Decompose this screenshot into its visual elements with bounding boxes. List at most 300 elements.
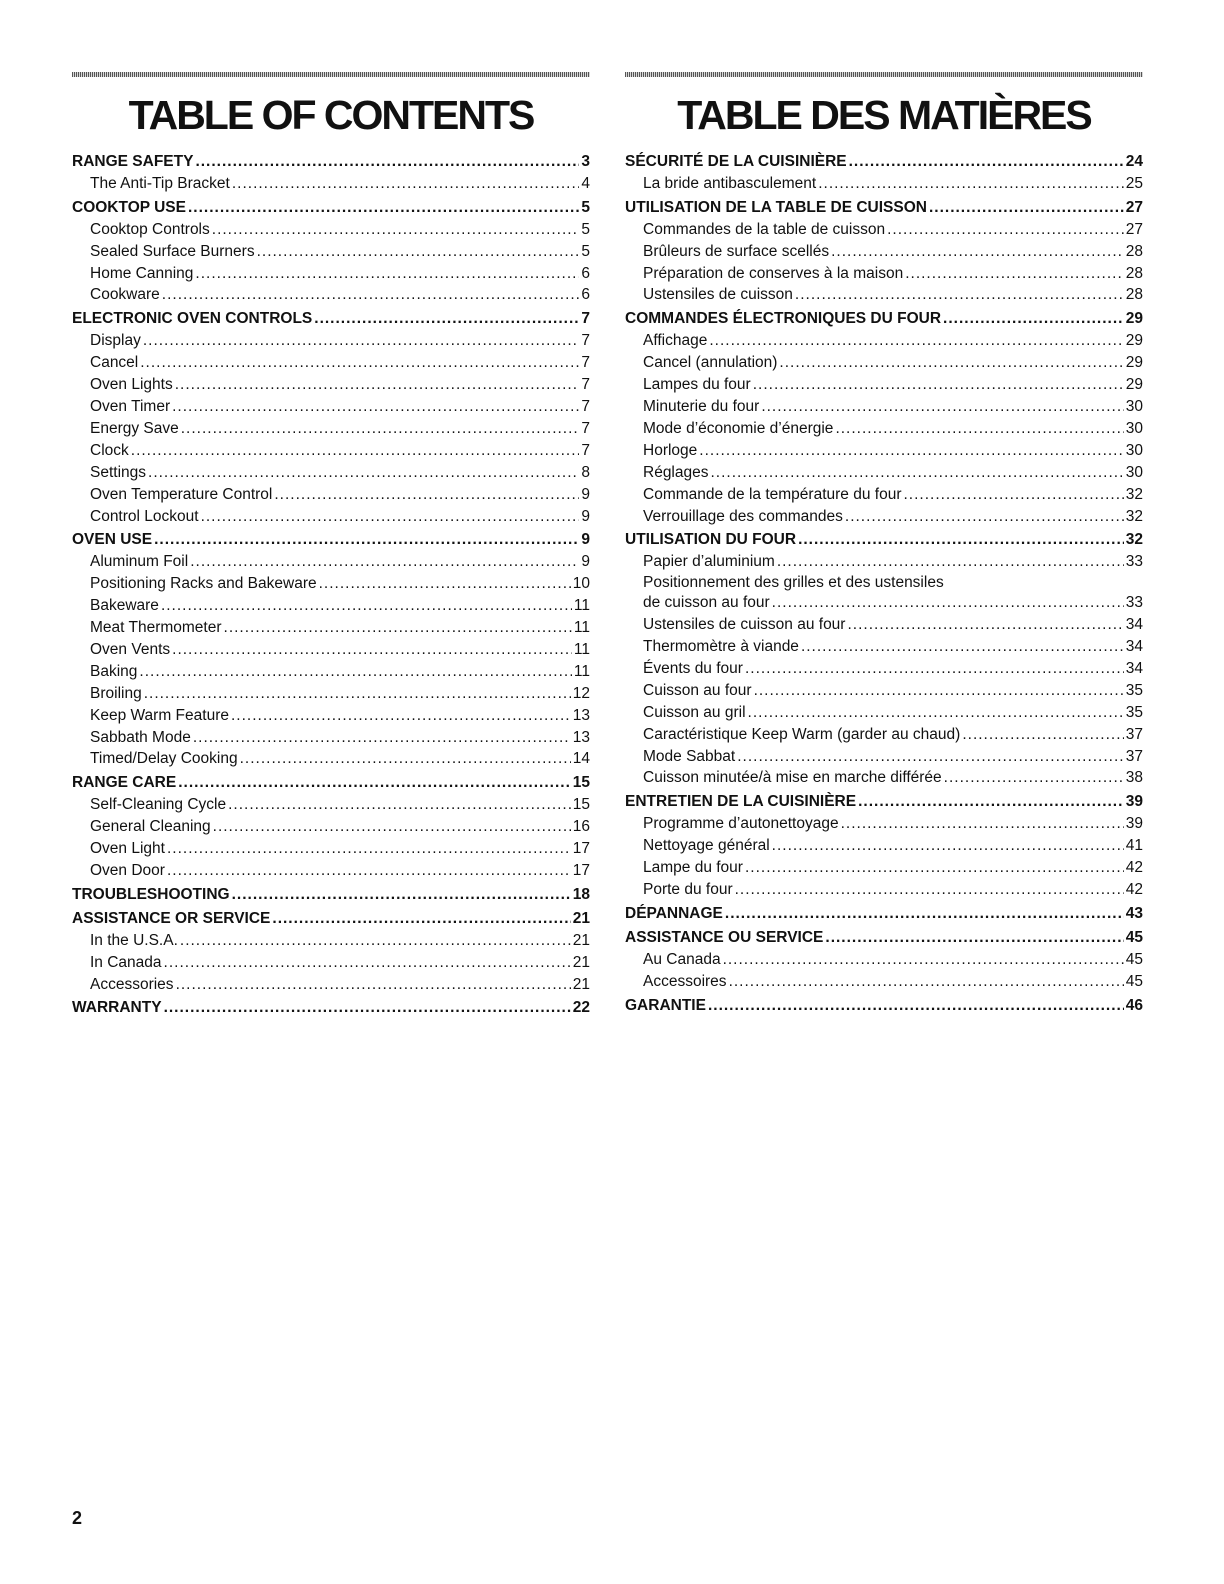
toc-entry-label: Porte du four <box>643 881 733 898</box>
toc-entry-page: 7 <box>581 419 590 437</box>
toc-subsection-entry <box>72 794 590 816</box>
dot-leader <box>845 506 1124 528</box>
toc-entry-page: 32 <box>1125 531 1143 549</box>
toc-entry-page: 5 <box>581 242 590 260</box>
toc-entry-page: 9 <box>581 485 590 503</box>
toc-entry-page: 7 <box>581 397 590 415</box>
dot-leader <box>801 636 1124 658</box>
dot-leader <box>272 908 570 930</box>
dot-leader <box>795 284 1124 306</box>
toc-entry-label: Control Lockout <box>90 507 199 525</box>
toc-entry-page: 43 <box>1125 904 1143 922</box>
toc-subsection-entry <box>625 636 1143 658</box>
dot-leader <box>777 551 1124 573</box>
english-toc-column <box>72 72 590 1019</box>
toc-entry-page: 30 <box>1125 463 1143 481</box>
toc-subsection-entry <box>72 639 590 661</box>
dot-leader <box>162 284 580 306</box>
toc-subsection-entry <box>625 374 1143 396</box>
toc-entry-label: The Anti-Tip Bracket <box>90 174 230 192</box>
dot-leader <box>181 418 580 440</box>
dot-leader <box>754 680 1124 702</box>
toc-entry-label: Accessories <box>90 975 174 993</box>
toc-entry-page: 21 <box>572 931 590 949</box>
toc-entry-label: Settings <box>90 463 147 481</box>
toc-subsection-entry <box>625 506 1143 528</box>
dot-leader <box>167 838 571 860</box>
toc-entry-label: GARANTIE <box>625 996 706 1014</box>
toc-subsection-entry <box>72 661 590 683</box>
toc-subsection-entry <box>72 263 590 285</box>
toc-entry-page: 7 <box>581 332 590 350</box>
toc-entry-label: OVEN USE <box>72 531 153 549</box>
toc-entry-page: 45 <box>1125 928 1143 946</box>
dot-leader <box>745 857 1124 879</box>
toc-subsection-entry <box>72 484 590 506</box>
dot-leader <box>232 173 580 195</box>
toc-entry-label: Bakeware <box>90 597 159 615</box>
toc-entry-label: Lampe du four <box>643 859 743 877</box>
toc-entry-page: 42 <box>1125 881 1143 898</box>
toc-section-entry <box>72 197 590 219</box>
toc-title-french: TABLE DES MATIÈRES <box>677 92 1091 138</box>
toc-entry-label: Préparation de conserves à la maison <box>643 264 904 282</box>
dot-leader <box>148 462 579 484</box>
toc-section-entry <box>625 308 1143 330</box>
toc-subsection-entry <box>72 352 590 374</box>
toc-entry-page: 11 <box>573 597 590 615</box>
toc-entry-label: Home Canning <box>90 264 194 282</box>
top-rule <box>72 72 590 77</box>
toc-entry-label: Cuisson au four <box>643 681 752 699</box>
toc-subsection-entry <box>625 462 1143 484</box>
toc-entry-label: Broiling <box>90 684 142 702</box>
dot-leader <box>212 219 580 241</box>
toc-subsection-entry <box>625 971 1143 993</box>
toc-section-entry <box>625 529 1143 551</box>
dot-leader <box>849 151 1124 173</box>
toc-entry-label: RANGE SAFETY <box>72 153 194 170</box>
toc-subsection-entry <box>72 727 590 749</box>
toc-entry-page: 24 <box>1125 153 1143 170</box>
dot-leader <box>699 440 1123 462</box>
dot-leader <box>772 835 1124 857</box>
toc-subsection-entry <box>72 396 590 418</box>
toc-list-french <box>625 151 1143 1016</box>
toc-entry-page: 7 <box>581 310 590 328</box>
toc-entry-label: Cuisson au gril <box>643 703 746 721</box>
toc-entry-label: Évents du four <box>643 659 743 677</box>
toc-entry-page: 45 <box>1125 972 1143 990</box>
toc-subsection-entry <box>72 705 590 727</box>
dot-leader <box>818 173 1124 195</box>
toc-section-entry <box>625 995 1143 1017</box>
toc-subsection-entry <box>72 952 590 974</box>
toc-entry-page: 13 <box>572 728 590 746</box>
dot-leader <box>858 791 1124 813</box>
toc-subsection-entry <box>625 767 1143 789</box>
toc-entry-label: Cancel <box>90 354 139 372</box>
toc-entry-label: Papier d’aluminium <box>643 553 775 571</box>
dot-leader <box>131 440 580 462</box>
toc-subsection-entry <box>625 879 1143 901</box>
dot-leader <box>188 197 579 219</box>
dot-leader <box>748 702 1124 724</box>
toc-entry-page: 12 <box>572 684 590 702</box>
toc-entry-label: Horloge <box>643 441 698 459</box>
toc-entry-label: Positioning Racks and Bakeware <box>90 575 317 593</box>
toc-entry-page: 38 <box>1125 769 1143 787</box>
toc-entry-label: Oven Timer <box>90 397 171 415</box>
toc-entry-label: Meat Thermometer <box>90 619 222 637</box>
toc-subsection-entry <box>72 418 590 440</box>
toc-entry-page: 45 <box>1125 950 1143 968</box>
dot-leader <box>725 903 1124 925</box>
dot-leader <box>176 974 571 996</box>
toc-entry-label: Oven Door <box>90 862 165 879</box>
toc-entry-label: Ustensiles de cuisson au four <box>643 616 846 634</box>
toc-entry-page: 11 <box>573 619 590 637</box>
dot-leader <box>178 772 571 794</box>
dot-leader <box>929 197 1124 219</box>
toc-entry-label: Self-Cleaning Cycle <box>90 796 227 814</box>
toc-entry-label: DÉPANNAGE <box>625 904 723 922</box>
toc-section-entry <box>625 197 1143 219</box>
toc-entry-label: Baking <box>90 662 138 680</box>
toc-entry-page: 27 <box>1125 220 1143 238</box>
toc-entry-page: 35 <box>1125 681 1143 699</box>
toc-entry-label: Display <box>90 332 141 350</box>
toc-entry-label: Oven Light <box>90 840 165 858</box>
toc-entry-label: Programme d’autonettoyage <box>643 815 839 833</box>
toc-entry-label: Lampes du four <box>643 376 751 394</box>
toc-subsection-entry <box>72 748 590 770</box>
dot-leader <box>167 860 571 882</box>
dot-leader <box>943 308 1124 330</box>
toc-entry-page: 29 <box>1125 310 1143 328</box>
toc-entry-page: 46 <box>1125 996 1143 1014</box>
toc-entry-label: Réglages <box>643 463 709 481</box>
toc-subsection-entry <box>625 835 1143 857</box>
toc-subsection-entry <box>72 573 590 595</box>
dot-leader <box>232 884 571 906</box>
dot-leader <box>213 816 571 838</box>
toc-entry-page: 39 <box>1125 793 1143 811</box>
dot-leader <box>835 418 1123 440</box>
toc-entry-label: General Cleaning <box>90 818 211 836</box>
toc-entry-page: 34 <box>1125 638 1143 656</box>
toc-subsection-entry <box>625 418 1143 440</box>
toc-entry-page: 9 <box>581 507 590 525</box>
dot-leader <box>154 529 579 551</box>
toc-subsection-entry <box>625 949 1143 971</box>
toc-subsection-entry <box>625 440 1143 462</box>
dot-leader <box>841 813 1124 835</box>
toc-entry-page: 37 <box>1125 725 1143 743</box>
toc-entry-label: Ustensiles de cuisson <box>643 286 793 304</box>
toc-section-entry <box>72 884 590 906</box>
dot-leader <box>962 724 1123 746</box>
toc-entry-label: Au Canada <box>643 950 721 968</box>
toc-section-entry <box>72 308 590 330</box>
toc-subsection-entry <box>72 816 590 838</box>
toc-entry-label: Energy Save <box>90 419 179 437</box>
toc-entry-page: 28 <box>1125 242 1143 260</box>
toc-entry-page: 29 <box>1125 354 1143 372</box>
dot-leader <box>190 551 579 573</box>
toc-entry-label: UTILISATION DU FOUR <box>625 531 797 549</box>
dot-leader <box>887 219 1124 241</box>
toc-entry-page: 13 <box>572 706 590 724</box>
toc-entry-label: ENTRETIEN DE LA CUISINIÈRE <box>625 793 857 811</box>
toc-entry-label: Clock <box>90 441 129 459</box>
dot-leader <box>164 997 571 1019</box>
toc-entry-page: 9 <box>581 531 590 549</box>
dot-leader <box>172 639 572 661</box>
toc-subsection-entry <box>625 592 1143 614</box>
toc-subsection-entry <box>72 330 590 352</box>
toc-entry-page: 17 <box>572 862 590 879</box>
dot-leader <box>745 658 1124 680</box>
toc-subsection-entry <box>72 683 590 705</box>
toc-subsection-entry <box>625 263 1143 285</box>
toc-entry-page: 7 <box>581 441 590 459</box>
toc-entry-label: Oven Vents <box>90 640 171 658</box>
toc-entry-label: WARRANTY <box>72 999 162 1017</box>
toc-entry-label: ASSISTANCE OR SERVICE <box>72 909 271 927</box>
top-rule <box>625 72 1143 77</box>
toc-section-entry <box>72 908 590 930</box>
dot-leader <box>825 927 1123 949</box>
toc-entry-page: 33 <box>1125 594 1143 612</box>
dot-leader <box>905 263 1124 285</box>
toc-entry-label: Brûleurs de surface scellés <box>643 242 830 260</box>
toc-subsection-entry <box>625 680 1143 702</box>
toc-subsection-entry <box>625 702 1143 724</box>
toc-entry-page: 32 <box>1125 485 1143 503</box>
toc-subsection-entry <box>625 724 1143 746</box>
toc-entry-page: 17 <box>572 840 590 858</box>
page-number: 2 <box>72 1508 83 1528</box>
toc-subsection-entry <box>72 219 590 241</box>
toc-subsection-entry <box>625 219 1143 241</box>
dot-leader <box>201 506 580 528</box>
dot-leader <box>172 396 579 418</box>
dot-leader <box>257 241 580 263</box>
toc-entry-page: 42 <box>1125 859 1143 877</box>
toc-title-english: TABLE OF CONTENTS <box>128 92 534 138</box>
toc-entry-label: COMMANDES ÉLECTRONIQUES DU FOUR <box>625 310 942 328</box>
dot-leader <box>143 330 580 352</box>
dot-leader <box>139 661 572 683</box>
toc-entry-page: 29 <box>1125 332 1143 350</box>
toc-entry-page: 39 <box>1125 815 1143 833</box>
toc-section-entry <box>72 997 590 1019</box>
dot-leader <box>779 352 1123 374</box>
toc-entry-label: Cancel (annulation) <box>643 354 778 372</box>
toc-subsection-entry <box>625 857 1143 879</box>
toc-entry-label: La bride antibasculement <box>643 174 817 192</box>
toc-section-entry <box>625 151 1143 173</box>
dot-leader <box>140 352 579 374</box>
dot-leader <box>144 683 571 705</box>
toc-subsection-entry <box>625 813 1143 835</box>
toc-entry-label: ELECTRONIC OVEN CONTROLS <box>72 310 313 328</box>
dot-leader <box>164 952 571 974</box>
toc-entry-label-line: Positionnement des grilles et des ustensiles <box>643 574 944 592</box>
toc-subsection-entry <box>625 551 1143 573</box>
toc-entry-label: Affichage <box>643 332 708 350</box>
toc-subsection-entry <box>625 746 1143 768</box>
toc-entry-page: 41 <box>1125 837 1143 855</box>
dot-leader <box>735 879 1124 901</box>
toc-list-english <box>72 151 590 1019</box>
dot-leader <box>709 330 1123 352</box>
dot-leader <box>761 396 1123 418</box>
toc-section-entry <box>72 151 590 173</box>
toc-entry-page: 8 <box>581 463 590 481</box>
toc-subsection-entry <box>625 658 1143 680</box>
toc-entry-label: Commande de la température du four <box>643 485 902 503</box>
toc-entry-page: 18 <box>572 885 590 903</box>
toc-subsection-entry <box>72 838 590 860</box>
toc-entry-page: 5 <box>581 198 590 216</box>
dot-leader <box>772 592 1124 614</box>
toc-entry-label: TROUBLESHOOTING <box>72 885 230 903</box>
dot-leader <box>195 151 579 173</box>
toc-entry-label: RANGE CARE <box>72 774 177 792</box>
toc-entry-label: In Canada <box>90 953 162 971</box>
toc-entry-label: COOKTOP USE <box>72 198 186 216</box>
toc-entry-page: 30 <box>1125 441 1143 459</box>
toc-entry-page: 32 <box>1125 507 1143 525</box>
toc-section-entry <box>625 927 1143 949</box>
toc-entry-label: Oven Lights <box>90 376 173 394</box>
dot-leader <box>723 949 1124 971</box>
toc-entry-label: Verrouillage des commandes <box>643 507 843 525</box>
toc-entry-page: 15 <box>572 774 590 792</box>
toc-entry-page: 22 <box>572 999 590 1017</box>
toc-entry-label: Aluminum Foil <box>90 553 189 571</box>
toc-entry-page: 5 <box>581 220 590 238</box>
dot-leader <box>729 971 1124 993</box>
toc-entry-label: de cuisson au four <box>643 594 770 612</box>
toc-entry-page: 29 <box>1125 376 1143 394</box>
toc-subsection-entry <box>72 974 590 996</box>
toc-subsection-entry <box>72 551 590 573</box>
toc-subsection-entry <box>625 330 1143 352</box>
toc-entry-label: Cooktop Controls <box>90 220 210 238</box>
dot-leader <box>231 705 571 727</box>
toc-entry-label: Oven Temperature Control <box>90 485 273 503</box>
toc-entry-page: 11 <box>573 640 590 658</box>
toc-subsection-entry <box>625 396 1143 418</box>
toc-entry-label: Accessoires <box>643 972 727 990</box>
dot-leader <box>314 308 579 330</box>
toc-subsection-entry <box>72 241 590 263</box>
toc-entry-label: Mode d’économie d’énergie <box>643 419 834 437</box>
toc-entry-label: ASSISTANCE OU SERVICE <box>625 928 824 946</box>
dot-leader <box>711 462 1124 484</box>
french-toc-column <box>625 72 1143 1016</box>
toc-entry-label: UTILISATION DE LA TABLE DE CUISSON <box>625 198 927 216</box>
toc-subsection-entry <box>625 173 1143 195</box>
toc-subsection-entry <box>72 617 590 639</box>
toc-entry-page: 30 <box>1125 419 1143 437</box>
toc-subsection-entry <box>72 462 590 484</box>
toc-entry-page: 35 <box>1125 703 1143 721</box>
toc-entry-page: 28 <box>1125 286 1143 304</box>
dot-leader <box>195 263 579 285</box>
toc-subsection-entry <box>625 352 1143 374</box>
toc-entry-page: 30 <box>1125 397 1143 415</box>
toc-entry-label: Cookware <box>90 286 160 304</box>
dot-leader <box>798 529 1124 551</box>
dot-leader <box>161 595 572 617</box>
toc-entry-page: 16 <box>572 818 590 836</box>
toc-entry-page: 27 <box>1125 198 1143 216</box>
dot-leader <box>224 617 572 639</box>
toc-entry-page: 21 <box>572 953 590 971</box>
dot-leader <box>274 484 579 506</box>
dot-leader <box>903 484 1123 506</box>
dot-leader <box>737 746 1124 768</box>
toc-entry-page: 37 <box>1125 747 1143 765</box>
toc-section-entry <box>625 791 1143 813</box>
toc-section-entry <box>625 903 1143 925</box>
toc-entry-label: Thermomètre à viande <box>643 638 799 656</box>
toc-entry-page: 11 <box>573 662 590 680</box>
toc-subsection-entry <box>625 241 1143 263</box>
toc-entry-page: 34 <box>1125 616 1143 634</box>
toc-entry-page: 6 <box>581 286 590 304</box>
dot-leader <box>831 241 1124 263</box>
dot-leader <box>319 573 571 595</box>
toc-entry-label: Mode Sabbat <box>643 747 736 765</box>
toc-subsection-entry <box>72 860 590 882</box>
toc-entry-label: Minuterie du four <box>643 397 760 415</box>
toc-subsection-entry <box>72 595 590 617</box>
toc-entry-label: Nettoyage général <box>643 837 770 855</box>
dot-leader <box>944 767 1124 789</box>
toc-subsection-entry <box>72 173 590 195</box>
dot-leader <box>193 727 571 749</box>
toc-entry-page: 33 <box>1125 553 1143 571</box>
toc-entry-label: Timed/Delay Cooking <box>90 750 238 768</box>
toc-subsection-entry <box>625 614 1143 636</box>
toc-entry-label: Sabbath Mode <box>90 728 191 746</box>
dot-leader <box>753 374 1124 396</box>
toc-entry-label: Sealed Surface Burners <box>90 242 255 260</box>
dot-leader <box>708 995 1124 1017</box>
toc-entry-page: 3 <box>581 153 590 170</box>
dot-leader <box>847 614 1123 636</box>
toc-entry-label: Cuisson minutée/à mise en marche différée <box>643 769 942 787</box>
toc-entry-label: In the U.S.A. <box>90 931 178 949</box>
toc-entry-page: 21 <box>572 909 590 927</box>
toc-entry-page: 14 <box>572 750 590 768</box>
toc-subsection-entry <box>72 374 590 396</box>
toc-entry-page: 6 <box>581 264 590 282</box>
toc-entry-page: 34 <box>1125 659 1143 677</box>
toc-entry-page: 7 <box>581 354 590 372</box>
toc-entry-label: Commandes de la table de cuisson <box>643 220 886 238</box>
toc-subsection-entry <box>625 484 1143 506</box>
toc-subsection-entry <box>72 284 590 306</box>
toc-entry-page: 4 <box>581 174 590 192</box>
toc-entry-page: 10 <box>572 575 590 593</box>
dot-leader <box>228 794 571 816</box>
